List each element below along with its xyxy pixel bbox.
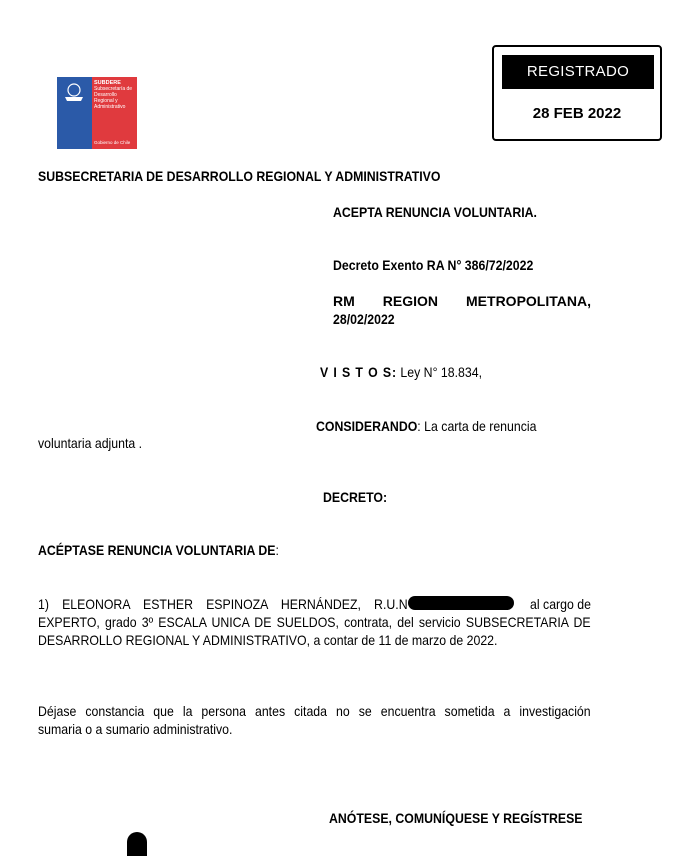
vistos-line: [320, 364, 482, 380]
place-line: [333, 293, 591, 309]
place-date: 28/02/2022: [333, 311, 395, 327]
place-region: REGION: [382, 293, 439, 309]
logo-footer: Gobierno de Chile: [94, 140, 131, 145]
constancia-line1: Déjase constancia que la persona antes citada no se encuentra sometida a investigación: [38, 703, 591, 719]
redacted-run: [408, 596, 514, 610]
considerando-line: [316, 418, 536, 434]
closing-formula: ANÓTESE, COMUNÍQUESE Y REGÍSTRESE: [329, 810, 583, 826]
item1-line2-wrap: [38, 614, 591, 630]
institution-heading: SUBSECRETARIA DE DESARROLLO REGIONAL Y ADMINISTRATIVO: [38, 168, 441, 184]
constancia-line2: sumaria o a sumario administrativo.: [38, 721, 233, 737]
item1-cargo: al cargo de: [530, 596, 591, 612]
decreto-label: DECRETO:: [323, 489, 388, 505]
acceptance-colon: :: [275, 542, 279, 558]
subdere-logo: [57, 77, 137, 149]
decree-number: Decreto Exento RA N° 386/72/2022: [333, 257, 534, 273]
coat-of-arms-icon: [57, 77, 92, 149]
vistos-text: Ley N° 18.834,: [400, 364, 483, 380]
considerando-label: CONSIDERANDO: [316, 418, 418, 434]
place-rm: RM: [333, 293, 355, 309]
stamp-date: 28 FEB 2022: [532, 105, 622, 122]
logo-red-panel: [92, 77, 137, 149]
considerando-text: : La carta de renuncia: [417, 418, 537, 434]
constancia-line1-wrap: [38, 703, 591, 719]
signature-mark: [127, 832, 147, 856]
logo-subtitle: Subsecretaría de Desarrollo Regional y Administrativo: [94, 86, 133, 110]
logo-blue-panel: [57, 77, 92, 149]
item1-line2: EXPERTO, grado 3º ESCALA UNICA DE SUELDOS, contrata, del servicio SUBSECRETARIA DE: [38, 614, 591, 630]
item1-line3: DESARROLLO REGIONAL Y ADMINISTRATIVO, a contar de 11 de marzo de 2022.: [38, 632, 498, 648]
acceptance-heading: [38, 542, 279, 558]
logo-brand: SUBDERE: [94, 80, 121, 86]
item1-name: 1) ELEONORA ESTHER ESPINOZA HERNÁNDEZ, R.U.N: [38, 596, 408, 612]
decree-subject: ACEPTA RENUNCIA VOLUNTARIA.: [333, 204, 537, 220]
registered-stamp: [492, 45, 662, 141]
acceptance-label: ACÉPTASE RENUNCIA VOLUNTARIA DE: [38, 542, 276, 558]
stamp-label: REGISTRADO: [502, 55, 654, 89]
considerando-continuation: voluntaria adjunta .: [38, 435, 143, 451]
place-metropolitana: METROPOLITANA,: [466, 293, 591, 309]
vistos-label: V I S T O S:: [320, 364, 397, 380]
